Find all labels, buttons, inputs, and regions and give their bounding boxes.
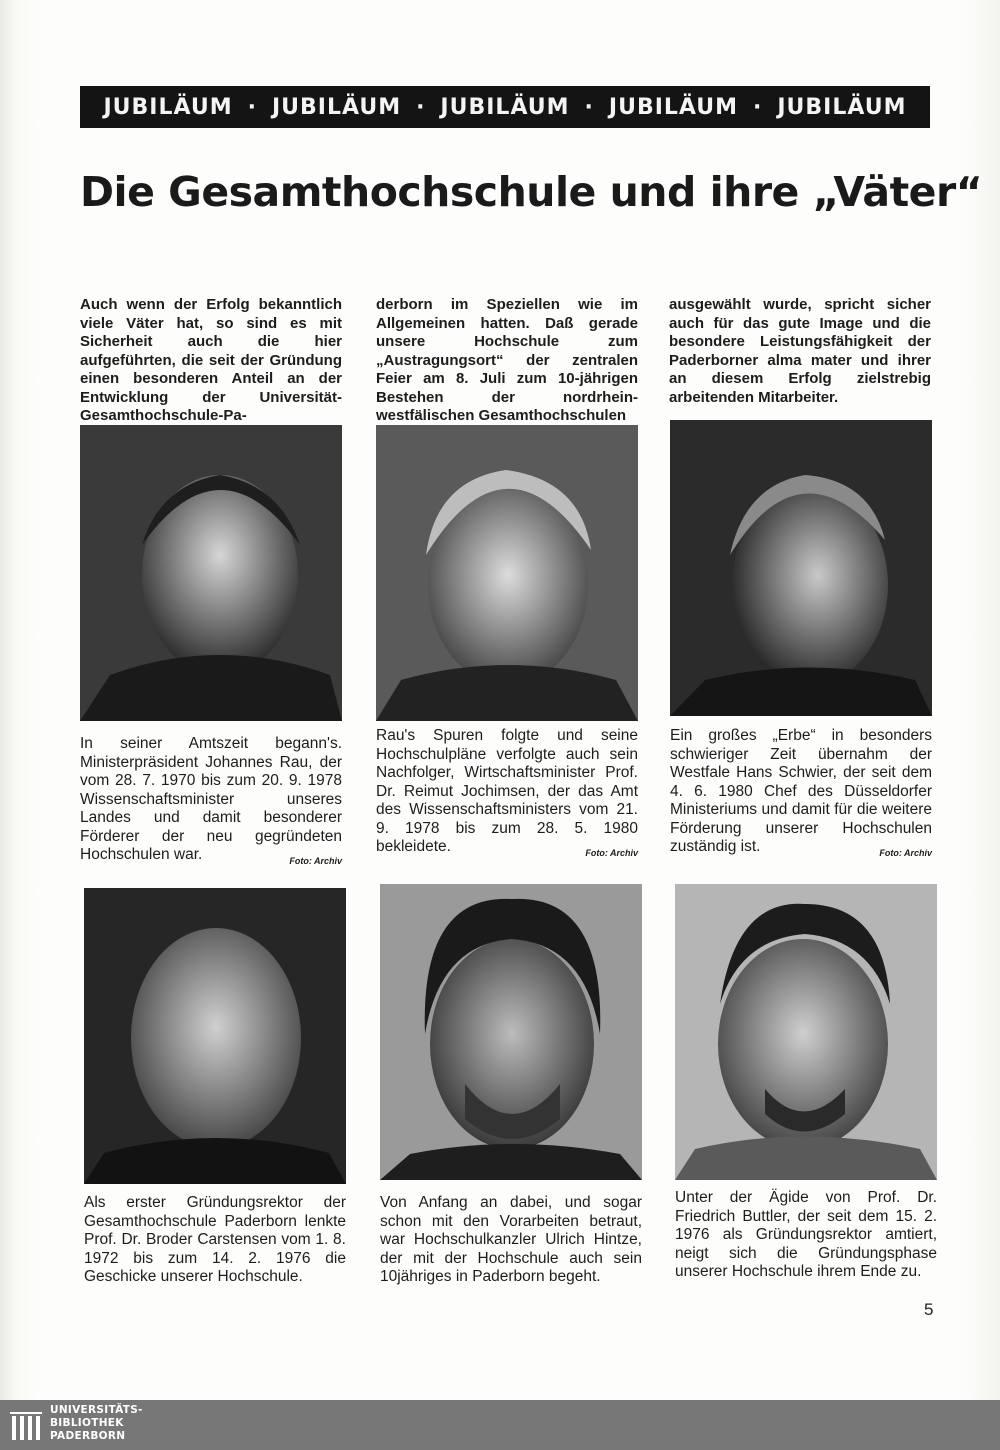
library-columns-icon (8, 1408, 44, 1444)
section-banner (80, 86, 930, 128)
portrait-photo-hintze (380, 884, 642, 1180)
banner-word: JUBILÄUM (608, 94, 739, 120)
article-headline: Die Gesamthochschule und ihre „Väter“ (80, 168, 983, 216)
library-name (50, 1404, 143, 1443)
portrait-photo-jochimsen (376, 425, 638, 721)
caption-rau (80, 735, 342, 871)
banner-word: JUBILÄUM (271, 94, 402, 120)
library-name-line: PADERBORN (50, 1430, 126, 1442)
portrait-photo-rau (80, 425, 342, 721)
banner-separator: · (584, 94, 594, 120)
photo-credit: Foto: Archiv (879, 848, 932, 858)
caption-text: Als erster Gründungsrektor der Gesamthochschule Paderborn lenkte Prof. Dr. Broder Carstensen vom 1. 8. 1972 bis zum 14. 2. 1976 die Geschicke unserer Hochschule. (84, 1194, 346, 1285)
intro-column-1: Auch wenn der Erfolg bekanntlich viele Väter hat, so sind es mit Sicherheit auch die hier aufgeführten, die seit der Gründung einen besonderen Anteil an der Entwicklung der Universität-Gesamthochschule-Pa- (80, 296, 342, 424)
caption-text: Ein großes „Erbe“ in besonders schwieriger Zeit übernahm der Westfale Hans Schwier, der seit dem 4. 6. 1980 Chef des Düsseldorfer Ministeriums und damit für die weitere Förderung unserer Hochschulen zuständig ist. (670, 727, 932, 855)
caption-text: Von Anfang an dabei, und sogar schon mit den Vorarbeiten betraut, war Hochschulkanzler Ulrich Hintze, der mit der Hochschule auch sein 10jähriges in Paderborn begeht. (380, 1194, 642, 1285)
portrait-photo-carstensen (84, 888, 346, 1184)
intro-column-2: derborn im Speziellen wie im Allgemeinen hatten. Daß gerade unsere Hochschule zum „Austragungsort“ der zentralen Feier am 8. Juli zum 10-jährigen Bestehen der nordrhein-westfälischen Gesamthochschulen (376, 296, 638, 424)
banner-separator: · (247, 94, 257, 120)
intro-column-3: ausgewählt wurde, spricht sicher auch für das gute Image und die besondere Leistungsfähigkeit der Paderborner alma mater und ihrer an diesem Erfolg zielstrebig arbeitenden Mitarbeiter. (669, 296, 931, 406)
library-name-line: BIBLIOTHEK (50, 1417, 124, 1429)
caption-carstensen (84, 1194, 346, 1287)
caption-schwier (670, 727, 932, 863)
library-footer-bar (0, 1400, 1000, 1450)
banner-word: JUBILÄUM (103, 94, 233, 120)
library-name-line: UNIVERSITÄTS- (50, 1404, 143, 1416)
caption-text: Rau's Spuren folgte und seine Hochschulpläne verfolgte auch sein Nachfolger, Wirtschaftsminister Prof. Dr. Reimut Jochimsen, der das Amt des Wissenschaftsministers vom 21. 9. 1978 bis zum 28. 5. 1980 bekleidete. (376, 727, 638, 855)
caption-text: Unter der Ägide von Prof. Dr. Friedrich Buttler, der seit dem 15. 2. 1976 als Gründungsrektor amtiert, neigt sich die Gründungsphase unserer Hochschule ihrem Ende zu. (675, 1189, 937, 1280)
portrait-photo-buttler (675, 884, 937, 1180)
photo-credit: Foto: Archiv (289, 856, 342, 866)
caption-buttler (675, 1189, 937, 1282)
banner-word: JUBILÄUM (777, 94, 907, 120)
portrait-photo-schwier (670, 420, 932, 716)
caption-hintze (380, 1194, 642, 1287)
banner-separator: · (416, 94, 426, 120)
photo-credit: Foto: Archiv (585, 848, 638, 858)
page-number: 5 (924, 1300, 934, 1319)
caption-text: In seiner Amtszeit begann's. Ministerpräsident Johannes Rau, der vom 28. 7. 1970 bis zum 20. 9. 1978 Wissenschaftsminister unseres Landes und damit besonderer Förderer der neu gegründeten Hochschulen war. (80, 735, 342, 863)
banner-word: JUBILÄUM (440, 94, 570, 120)
banner-separator: · (753, 94, 763, 120)
caption-jochimsen (376, 727, 638, 863)
